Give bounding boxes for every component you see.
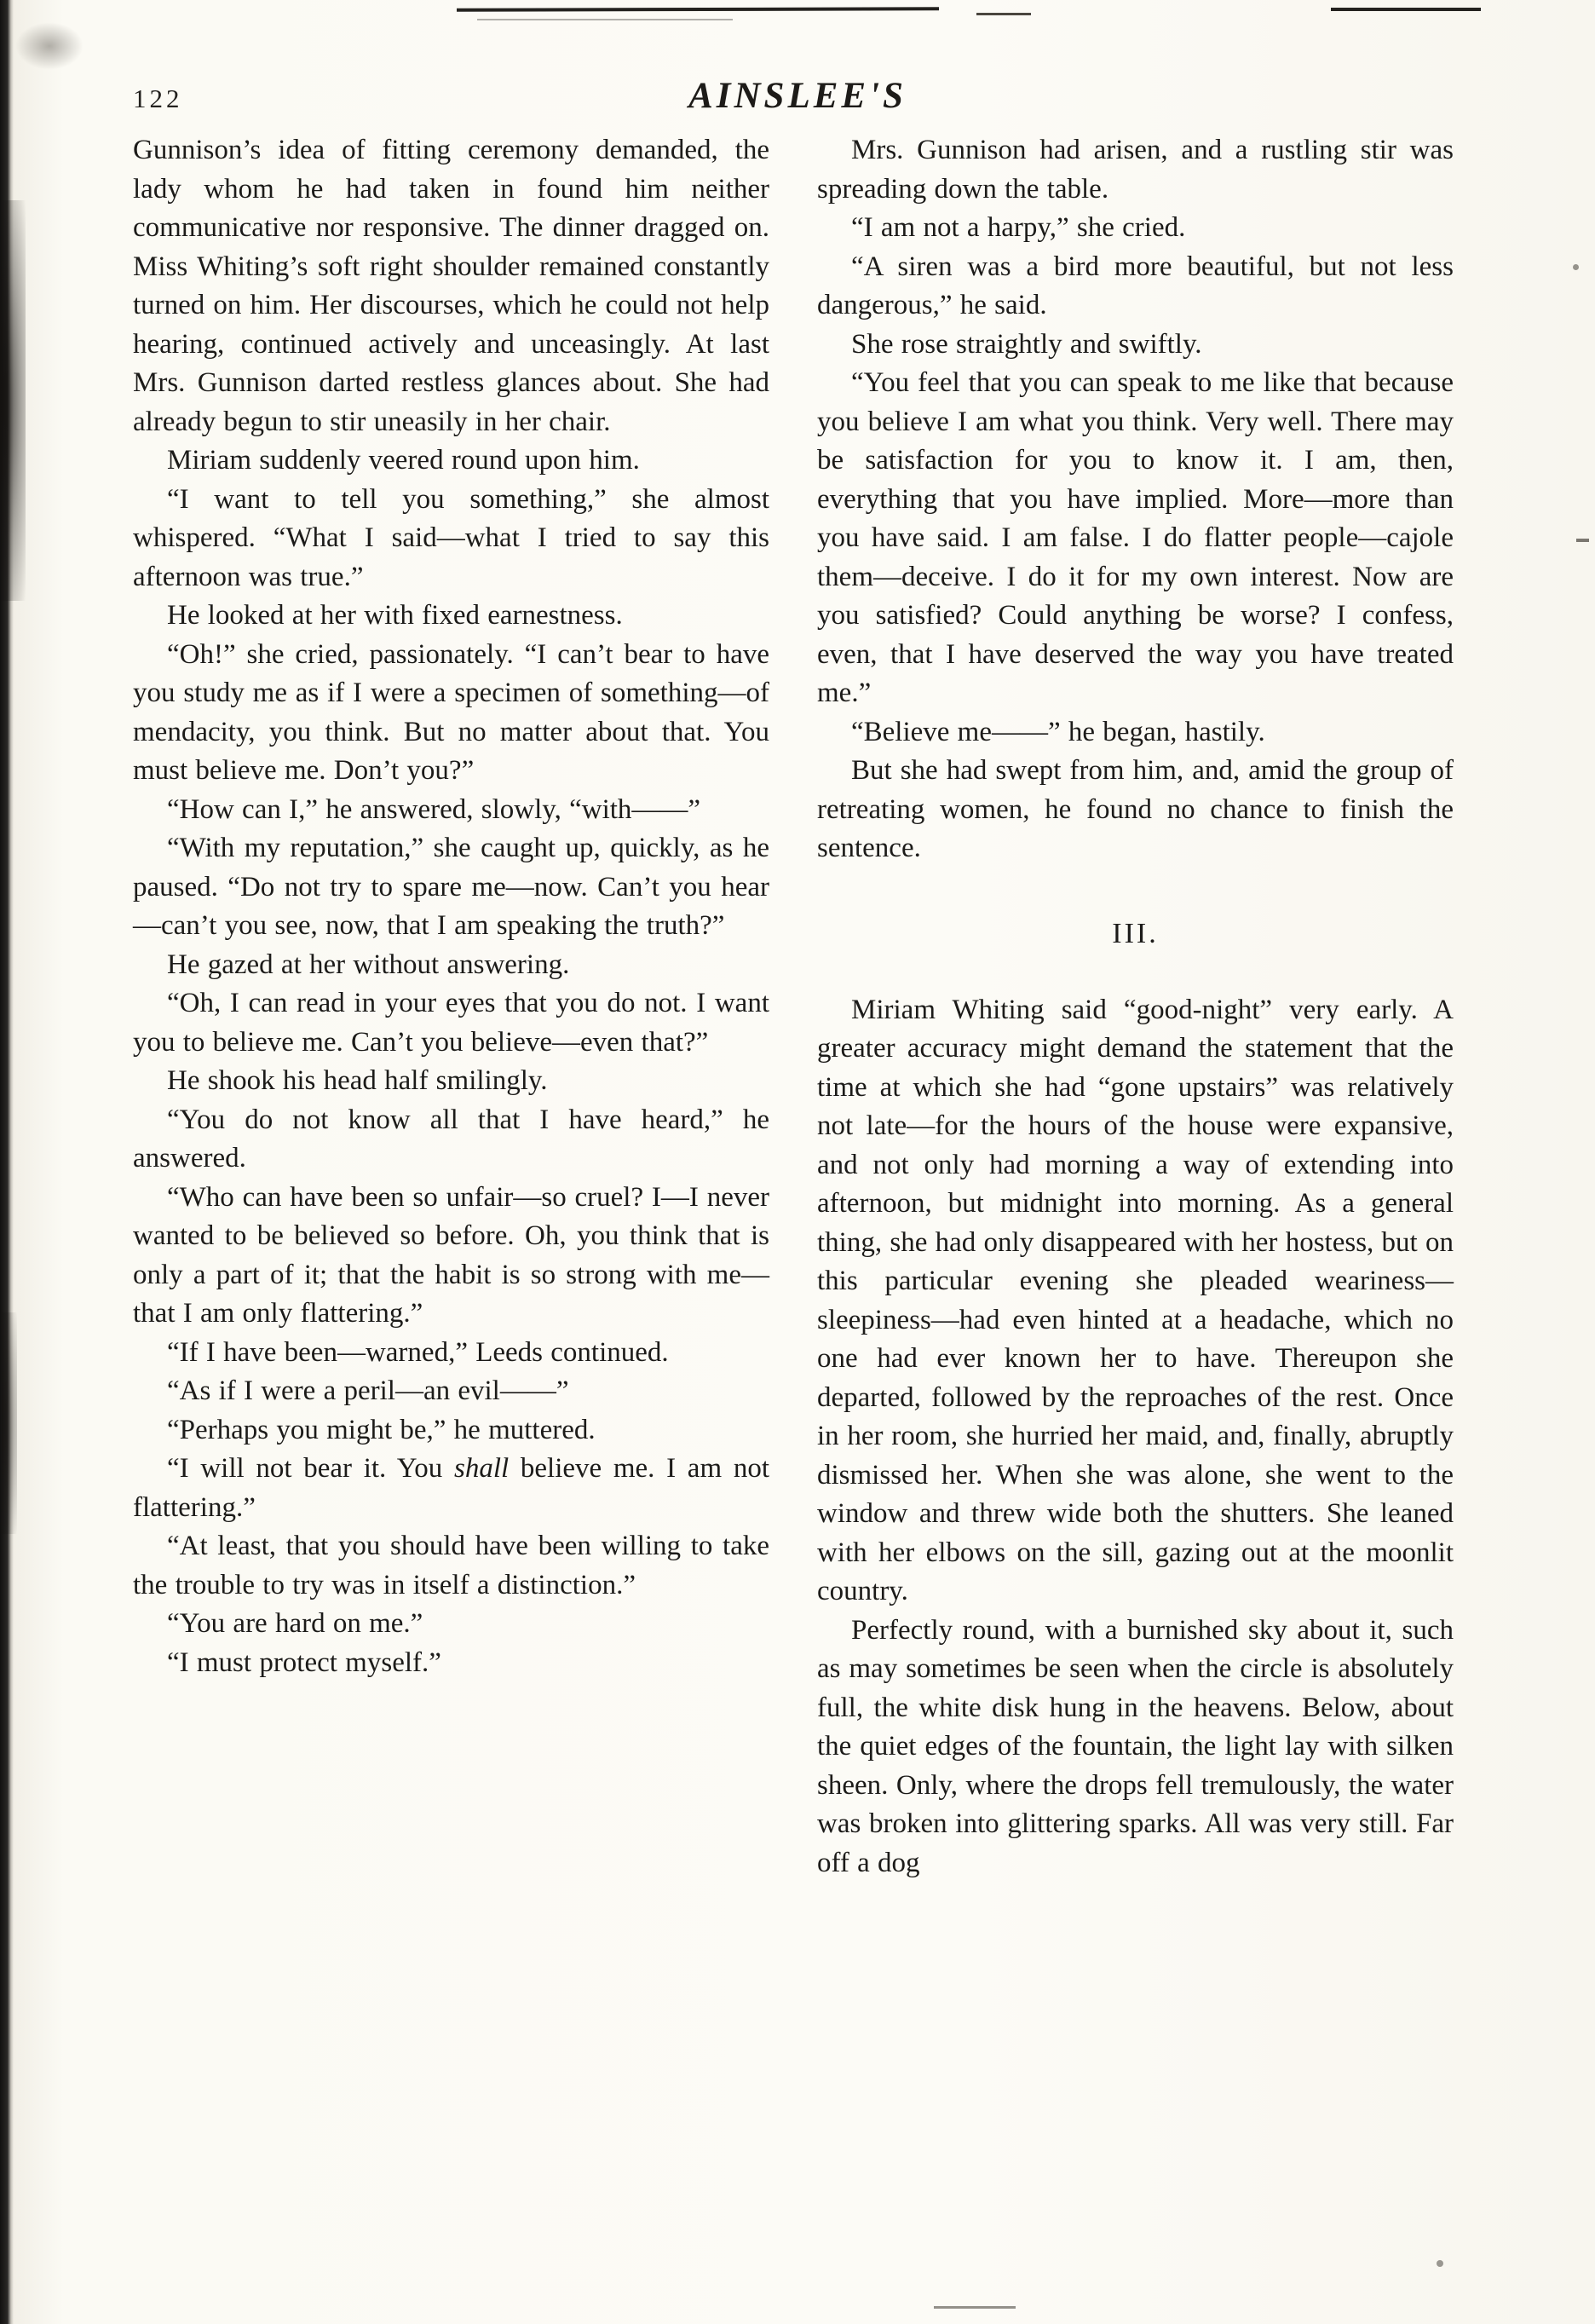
scan-bottom-mark — [934, 2306, 1016, 2309]
paragraph: “You are hard on me.” — [167, 1608, 423, 1639]
paragraph: “You do not know all that I have heard,” he answered. — [133, 1104, 769, 1174]
paragraph: “I want to tell you something,” she almost whispered. “What I said—what I tried to say this afternoon was true.” — [133, 483, 769, 592]
paragraph: But she had swept from him, and, amid the group of retreating women, he found no chance to finish the sentence. — [817, 755, 1454, 863]
page-number: 122 — [133, 84, 183, 113]
paragraph: Miriam suddenly veered round upon him. — [167, 445, 640, 476]
paragraph: “Oh!” she cried, passionately. “I can’t bear to have you study me as if I were a specimen of something—of mendacity, you think. But no matter about that. You must believe me. Don’t you?” — [133, 638, 769, 786]
paragraph: “As if I were a peril—an evil——” — [167, 1375, 569, 1406]
paragraph: “Believe me——” he began, hastily. — [851, 716, 1265, 747]
section-heading: III. — [1112, 917, 1159, 949]
scan-bottom-mark — [1437, 2260, 1443, 2267]
paragraph: “I must protect myself.” — [167, 1646, 441, 1678]
emphasized-text: shall — [454, 1453, 510, 1484]
paragraph: “At least, that you should have been willing to take the trouble to try was in itself a distinction.” — [133, 1531, 769, 1600]
scan-smudge — [15, 22, 83, 70]
right-column — [817, 131, 1454, 1883]
scan-edge-blotch — [2, 1312, 17, 1534]
paragraph — [133, 1450, 769, 1527]
paragraph: Miriam Whiting said “good-night” very early. A greater accuracy might demand the statement that the time at which she had “gone upstairs” was relatively not late—for the hours of the house were expansive, and not only had morning a way of extending into afternoon, but midnight into morning. As a general thing, she had only disappeared with her hostess, but on this particular evening she pleaded weariness—sleepiness—had even hinted at a headache, which no one had ever known her to have. Thereupon she departed, followed by the reproaches of the rest. Once in her room, she hurried her maid, and, finally, abruptly dismissed her. When she was alone, she went to the window and threw wide both the shutters. She leaned with her elbows on the sill, gazing out at the moonlit country. — [817, 994, 1454, 1606]
paragraph: He shook his head half smilingly. — [167, 1065, 548, 1096]
paragraph: He gazed at her without answering. — [167, 949, 570, 980]
left-column — [133, 131, 769, 1883]
paragraph: She rose straightly and swiftly. — [851, 328, 1202, 360]
text-segment: “I will not bear it. You — [167, 1453, 454, 1484]
paragraph: “You feel that you can speak to me like that because you believe I am what you think. Very well. There may be satisfaction for you to know it. I am, then, everything that you have implied. More—more than you have said. I am false. I do flatter people—cajole them—deceive. I do it for my own interest. Now are you satisfied? Could anything be worse? I confess, even, that I have deserved the way you have treated me.” — [817, 367, 1454, 708]
scan-edge-blotch — [0, 200, 26, 601]
paragraph: Perfectly round, with a burnished sky about it, such as may sometimes be seen when the circle is absolutely full, the white disk hung in the heavens. Below, about the quiet edges of the fountain, the light lay with silken sheen. Only, where the drops fell tremulously, the water was broken into glittering sparks. All was very still. Far off a dog — [817, 1614, 1454, 1878]
paragraph: “How can I,” he answered, slowly, “with——” — [167, 793, 701, 825]
paragraph: “Who can have been so unfair—so cruel? I—I never wanted to be believed so before. Oh, you think that is only a part of it; that the habit is so strong with me—that I am only flattering.” — [133, 1181, 769, 1329]
scan-top-line — [477, 19, 733, 20]
scan-margin-mark — [1576, 539, 1589, 542]
scan-gutter-edge — [0, 0, 14, 2324]
scan-top-line — [457, 7, 939, 11]
paragraph: “If I have been—warned,” Leeds continued. — [167, 1336, 669, 1368]
text-segment: believe me. I am not flattering.” — [133, 1453, 769, 1523]
paragraph: Gunnison’s idea of fitting ceremony demanded, the lady whom he had taken in found him neither communicative nor responsive. The dinner dragged on. Miss Whiting’s soft right shoulder remained constantly turned on him. Her discourses, which he could not help hearing, continued actively and unceasingly. At last Mrs. Gunnison darted restless glances about. She had already begun to stir uneasily in her chair. — [133, 135, 769, 437]
scan-top-line — [1331, 8, 1481, 11]
paragraph: “A siren was a bird more beautiful, but not less dangerous,” he said. — [817, 251, 1454, 320]
text-columns — [133, 131, 1454, 1883]
scan-top-dashes — [976, 13, 1031, 15]
paragraph: “I am not a harpy,” she cried. — [851, 212, 1186, 243]
journal-title: AINSLEE'S — [688, 76, 907, 116]
paragraph: He looked at her with fixed earnestness. — [167, 600, 623, 631]
paragraph: “With my reputation,” she caught up, quickly, as he paused. “Do not try to spare me—now. Can’t you hear—can’t you see, now, that I am speaking the truth?” — [133, 833, 769, 941]
paragraph: “Oh, I can read in your eyes that you do not. I want you to believe me. Can’t you believe—even that?” — [133, 988, 769, 1058]
scan-margin-mark — [1573, 264, 1579, 270]
paragraph: Mrs. Gunnison had arisen, and a rustling stir was spreading down the table. — [817, 135, 1454, 205]
paragraph: “Perhaps you might be,” he muttered. — [167, 1414, 596, 1445]
